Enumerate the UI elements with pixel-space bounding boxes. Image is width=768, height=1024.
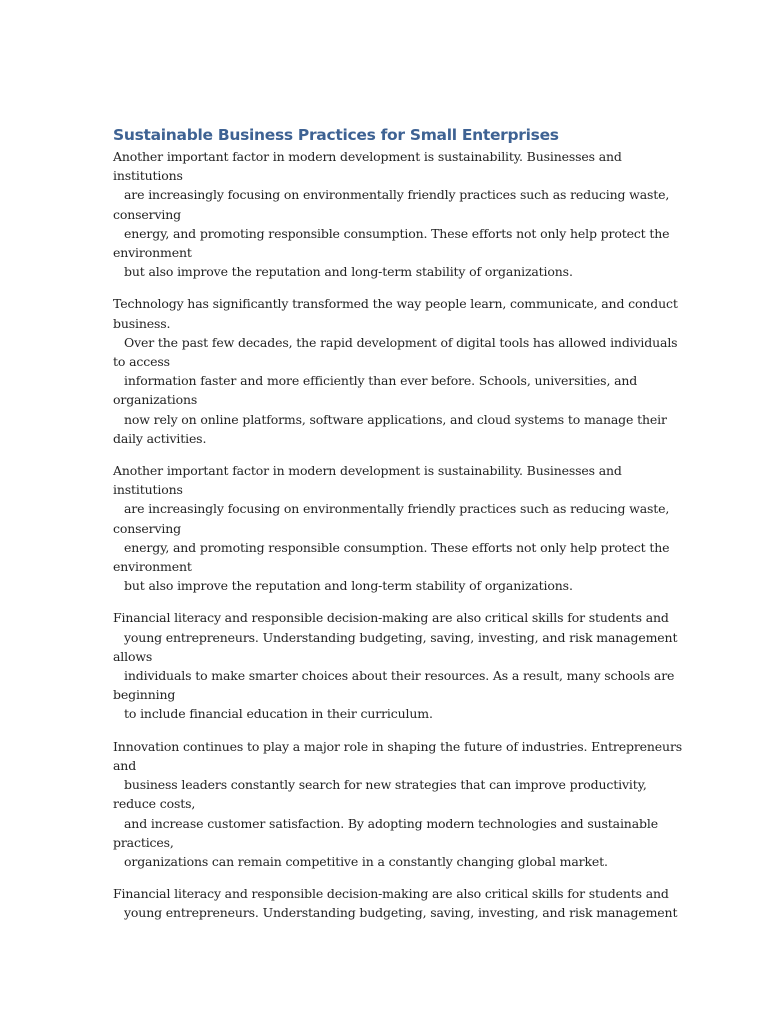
paragraph-line: to access bbox=[113, 354, 170, 370]
paragraph-line: Financial literacy and responsible decision-making are also critical skills for students and bbox=[113, 886, 669, 902]
paragraph-line: Financial literacy and responsible decision-making are also critical skills for students and bbox=[113, 610, 669, 626]
paragraph bbox=[113, 608, 678, 723]
paragraph bbox=[113, 294, 678, 448]
paragraph-line: beginning bbox=[113, 687, 176, 703]
document-body bbox=[113, 124, 683, 936]
paragraph-line: Over the past few decades, the rapid development of digital tools has allowed individuals bbox=[124, 334, 678, 350]
paragraph-line: institutions bbox=[113, 482, 183, 498]
paragraph-line: now rely on online platforms, software applications, and cloud systems to manage their bbox=[124, 411, 667, 427]
paragraph-line: Technology has significantly transformed the way people learn, communicate, and conduct bbox=[113, 296, 678, 312]
paragraph-line: organizations can remain competitive in a constantly changing global market. bbox=[124, 853, 608, 869]
paragraph-line: Another important factor in modern development is sustainability. Businesses and bbox=[113, 149, 622, 164]
paragraph-line: daily activities. bbox=[113, 430, 207, 446]
paragraph-list bbox=[113, 147, 683, 923]
paragraph-line: but also improve the reputation and long-term stability of organizations. bbox=[124, 264, 573, 280]
paragraph-line: individuals to make smarter choices about their resources. As a result, many schools are bbox=[124, 668, 675, 684]
paragraph-line: business. bbox=[113, 315, 171, 331]
paragraph-line: are increasingly focusing on environmentally friendly practices such as reducing waste, bbox=[124, 501, 670, 517]
paragraph-line: organizations bbox=[113, 392, 198, 408]
paragraph-line: allows bbox=[113, 648, 153, 664]
paragraph-line: to include financial education in their curriculum. bbox=[124, 706, 433, 722]
paragraph-line: institutions bbox=[113, 168, 183, 184]
paragraph-line: young entrepreneurs. Understanding budgeting, saving, investing, and risk management bbox=[124, 905, 678, 921]
paragraph-line: energy, and promoting responsible consumption. These efforts not only help protect the bbox=[124, 539, 670, 555]
paragraph-line: information faster and more efficiently than ever before. Schools, universities, and bbox=[124, 373, 638, 389]
paragraph-line: Innovation continues to play a major role in shaping the future of industries. Entrepreneurs bbox=[113, 738, 683, 754]
document-title: Sustainable Business Practices for Small Enterprises bbox=[113, 126, 559, 144]
paragraph bbox=[113, 737, 683, 871]
paragraph-line: energy, and promoting responsible consumption. These efforts not only help protect the bbox=[124, 225, 670, 241]
paragraph-line: conserving bbox=[113, 520, 181, 536]
paragraph-line: young entrepreneurs. Understanding budgeting, saving, investing, and risk management bbox=[124, 629, 678, 645]
paragraph-line: and increase customer satisfaction. By adopting modern technologies and sustainable bbox=[124, 815, 658, 831]
paragraph-line: environment bbox=[113, 559, 192, 575]
paragraph bbox=[113, 884, 678, 922]
paragraph-line: and bbox=[113, 757, 137, 773]
paragraph-line: reduce costs, bbox=[113, 796, 196, 812]
paragraph-line: environment bbox=[113, 245, 192, 261]
paragraph bbox=[113, 147, 670, 281]
paragraph-line: Another important factor in modern development is sustainability. Businesses and bbox=[113, 463, 622, 479]
paragraph-line: business leaders constantly search for new strategies that can improve productivity, bbox=[124, 777, 647, 793]
paragraph-line: are increasingly focusing on environmentally friendly practices such as reducing waste, bbox=[124, 187, 670, 203]
paragraph-line: practices, bbox=[113, 834, 174, 850]
paragraph-line: but also improve the reputation and long-term stability of organizations. bbox=[124, 578, 573, 594]
paragraph-line: conserving bbox=[113, 206, 181, 222]
paragraph bbox=[113, 461, 670, 595]
